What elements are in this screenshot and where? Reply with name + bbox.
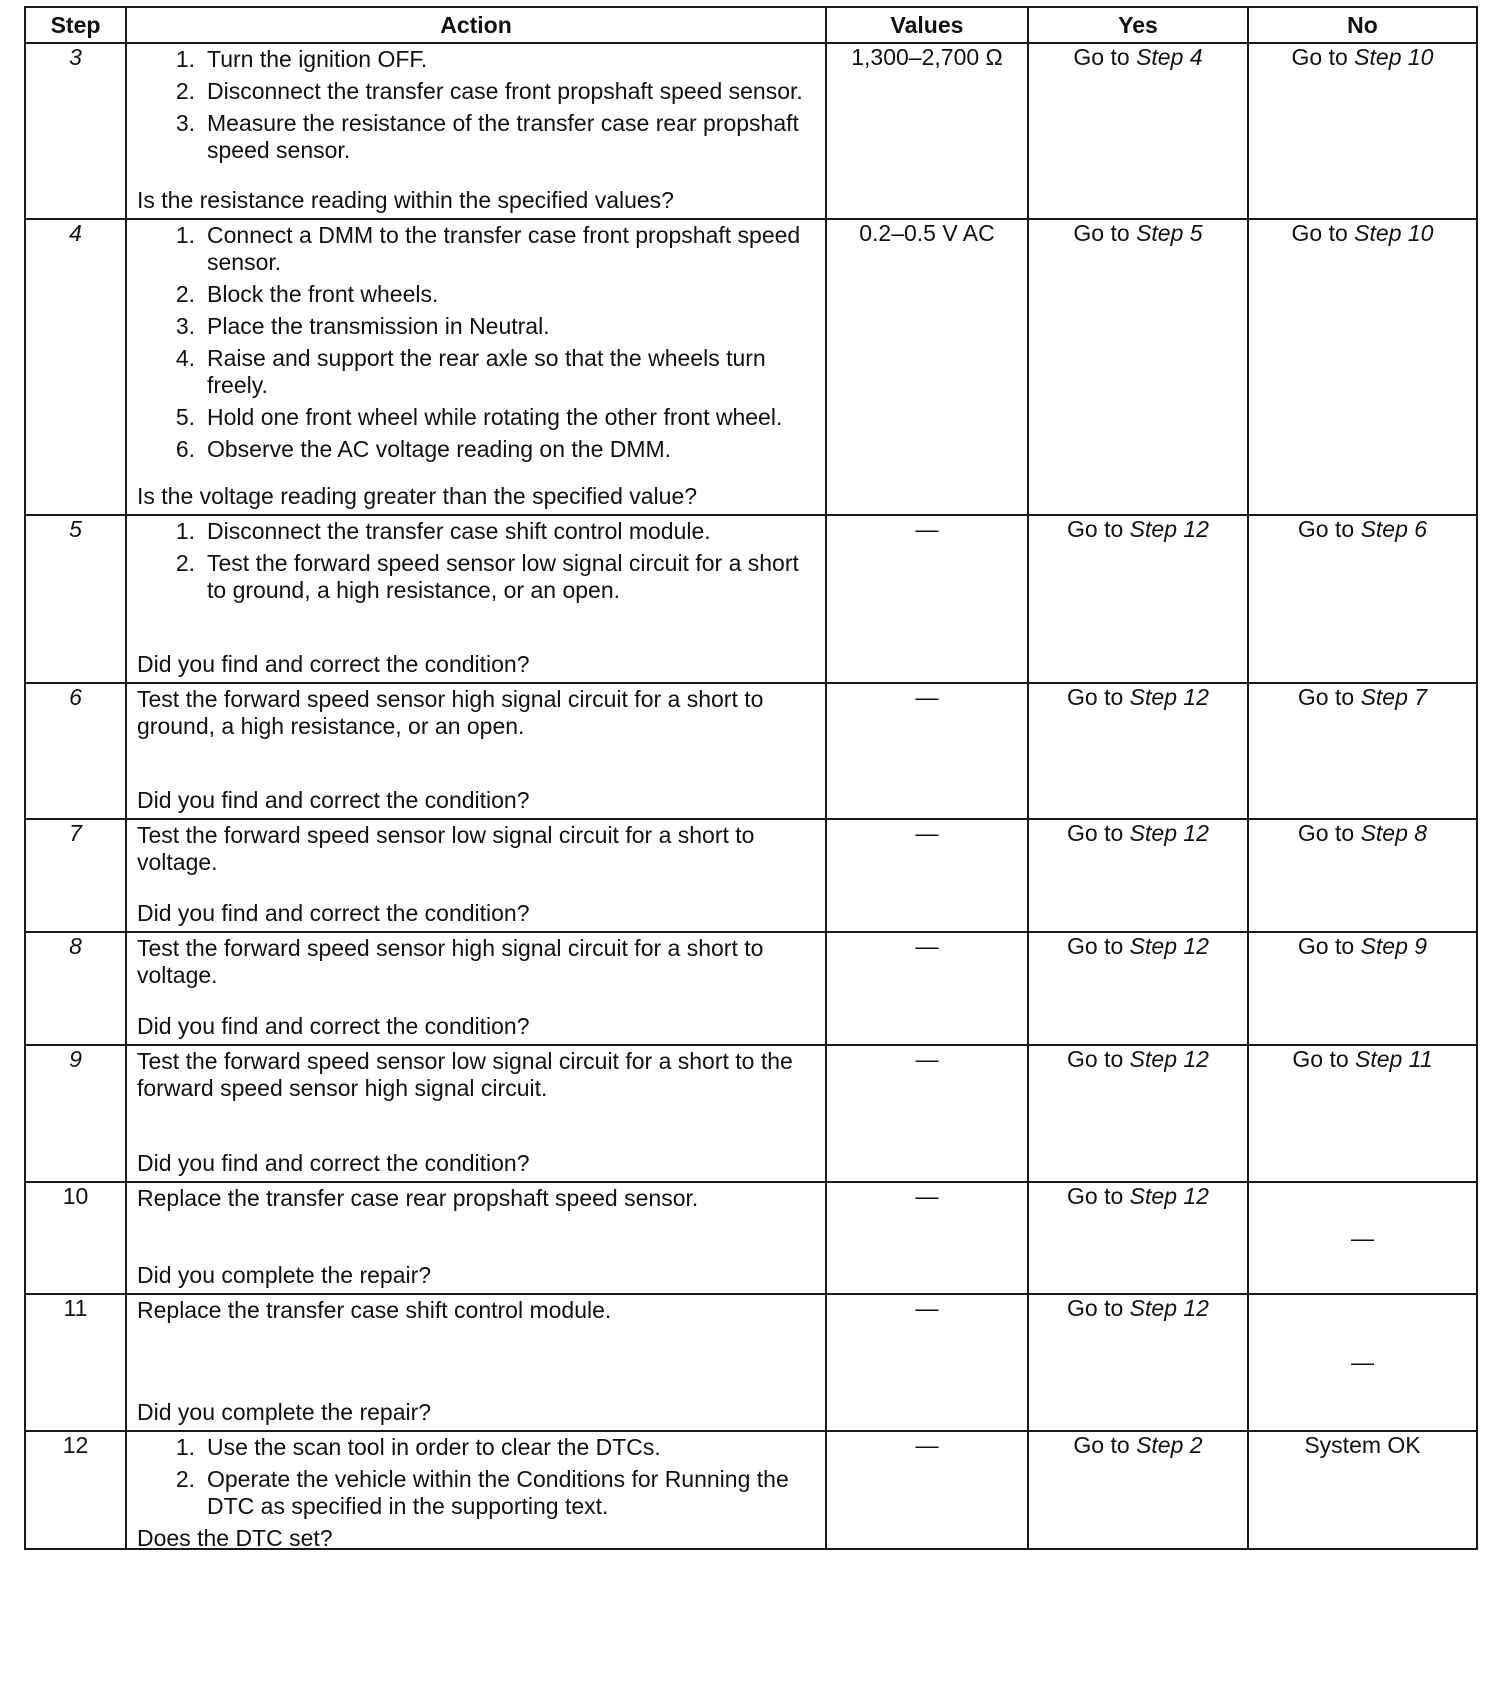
action-question: Does the DTC set?	[137, 1525, 333, 1551]
yes-goto-step-link: Step 12	[1129, 933, 1209, 959]
action-question: Did you find and correct the condition?	[137, 1013, 530, 1039]
action-cell	[126, 1294, 826, 1431]
action-cell	[126, 43, 826, 219]
list-item-text: Hold one front wheel while rotating the other front wheel.	[207, 404, 783, 430]
action-paragraph: Test the forward speed sensor high signal circuit for a short to voltage.	[137, 935, 764, 988]
yes-goto-step-link: Step 5	[1136, 220, 1203, 246]
list-item-text: Observe the AC voltage reading on the DMM.	[207, 436, 672, 462]
no-result-prefix: —	[1351, 1224, 1374, 1251]
action-cell	[126, 515, 826, 683]
header-action: Action	[126, 7, 826, 43]
action-paragraph: Replace the transfer case rear propshaft speed sensor.	[137, 1185, 699, 1211]
yes-result-cell	[1028, 515, 1248, 683]
step-number-text: 3	[69, 44, 82, 70]
action-cell	[126, 932, 826, 1045]
action-question: Did you complete the repair?	[137, 1262, 432, 1288]
table-row	[25, 1431, 1477, 1549]
value-cell: —	[826, 1294, 1028, 1431]
list-item	[137, 518, 817, 545]
list-item-number: 1.	[175, 222, 195, 248]
no-result-cell	[1248, 515, 1477, 683]
list-item-number: 1.	[175, 518, 195, 544]
step-number	[25, 219, 126, 515]
yes-result-prefix: Go to	[1067, 820, 1130, 846]
yes-result-cell	[1028, 932, 1248, 1045]
action-cell	[126, 219, 826, 515]
no-goto-step-link: Step 9	[1360, 933, 1428, 959]
no-result-cell	[1248, 43, 1477, 219]
list-item	[137, 436, 817, 463]
yes-result-prefix: Go to	[1073, 220, 1137, 246]
list-item	[137, 345, 817, 399]
yes-result-prefix: Go to	[1073, 44, 1137, 70]
step-number-text: 6	[69, 684, 82, 710]
step-number-text: 4	[69, 220, 82, 246]
step-number	[25, 515, 126, 683]
list-item-text: Use the scan tool in order to clear the DTCs.	[207, 1434, 661, 1460]
yes-result-cell	[1028, 683, 1248, 819]
list-item-text: Place the transmission in Neutral.	[207, 313, 550, 339]
value-cell: —	[826, 1431, 1028, 1549]
value-cell: 0.2–0.5 V AC	[826, 219, 1028, 515]
step-number-text: 5	[69, 516, 82, 542]
no-result-cell	[1248, 932, 1477, 1045]
list-item-number: 6.	[175, 436, 195, 462]
table-row	[25, 932, 1477, 1045]
value-cell: —	[826, 1182, 1028, 1294]
no-result-cell	[1248, 1182, 1477, 1294]
no-result-cell	[1248, 219, 1477, 515]
step-number	[25, 932, 126, 1045]
no-result-cell	[1248, 1294, 1477, 1431]
yes-goto-step-link: Step 12	[1129, 516, 1209, 542]
list-item	[137, 404, 817, 431]
list-item-number: 1.	[175, 46, 195, 72]
yes-goto-step-link: Step 12	[1129, 684, 1209, 710]
step-number	[25, 1182, 126, 1294]
no-goto-step-link: Step 11	[1355, 1046, 1433, 1072]
no-result-prefix: Go to	[1291, 44, 1355, 70]
value-cell: —	[826, 1045, 1028, 1182]
table-row	[25, 43, 1477, 219]
no-result-prefix: Go to	[1297, 820, 1361, 846]
list-item-text: Operate the vehicle within the Conditions for Running the DTC as specified in the supporting text.	[207, 1466, 789, 1519]
action-steps-list	[137, 1434, 817, 1520]
yes-result-cell	[1028, 819, 1248, 932]
list-item-text: Turn the ignition OFF.	[207, 46, 428, 72]
header-step: Step	[25, 7, 126, 43]
yes-result-cell	[1028, 43, 1248, 219]
yes-result-cell	[1028, 1182, 1248, 1294]
action-paragraph: Test the forward speed sensor high signal circuit for a short to ground, a high resistance, or an open.	[137, 686, 764, 739]
yes-goto-step-link: Step 2	[1136, 1432, 1203, 1458]
step-number-text: 9	[69, 1046, 82, 1072]
yes-result-prefix: Go to	[1067, 1183, 1130, 1209]
step-number-text: 7	[69, 820, 82, 846]
yes-goto-step-link: Step 4	[1136, 44, 1203, 70]
list-item-text: Disconnect the transfer case front propshaft speed sensor.	[207, 78, 803, 104]
table-row	[25, 1045, 1477, 1182]
list-item	[137, 78, 817, 105]
list-item-number: 5.	[175, 404, 195, 430]
action-question: Is the resistance reading within the specified values?	[137, 187, 674, 213]
yes-result-prefix: Go to	[1067, 933, 1130, 959]
list-item-number: 1.	[175, 1434, 195, 1460]
step-number	[25, 1431, 126, 1549]
step-number	[25, 819, 126, 932]
yes-result-prefix: Go to	[1067, 1295, 1130, 1321]
no-goto-step-link: Step 7	[1360, 684, 1428, 710]
yes-result-cell	[1028, 219, 1248, 515]
action-cell	[126, 1182, 826, 1294]
no-result-cell	[1248, 819, 1477, 932]
table-row	[25, 515, 1477, 683]
header-row	[25, 7, 1477, 43]
list-item	[137, 1434, 817, 1461]
table-row	[25, 1182, 1477, 1294]
diagnostic-table	[24, 6, 1478, 1550]
action-steps-list	[137, 518, 817, 604]
no-result-cell	[1248, 1045, 1477, 1182]
list-item-number: 3.	[175, 313, 195, 339]
list-item-text: Block the front wheels.	[207, 281, 439, 307]
action-question: Did you complete the repair?	[137, 1399, 432, 1425]
yes-goto-step-link: Step 12	[1129, 1183, 1209, 1209]
step-number	[25, 1045, 126, 1182]
action-question: Did you find and correct the condition?	[137, 1150, 530, 1176]
list-item-number: 3.	[175, 110, 195, 136]
list-item	[137, 550, 817, 604]
list-item-text: Measure the resistance of the transfer case rear propshaft speed sensor.	[207, 110, 799, 163]
action-paragraph: Test the forward speed sensor low signal circuit for a short to the forward speed sensor high signal circuit.	[137, 1048, 793, 1101]
yes-goto-step-link: Step 12	[1129, 820, 1209, 846]
list-item-number: 2.	[175, 550, 195, 576]
table-row	[25, 219, 1477, 515]
yes-result-cell	[1028, 1431, 1248, 1549]
list-item-number: 4.	[175, 345, 195, 371]
yes-goto-step-link: Step 12	[1129, 1295, 1209, 1321]
table-row	[25, 819, 1477, 932]
no-result-prefix: System OK	[1304, 1432, 1421, 1458]
table-row	[25, 1294, 1477, 1431]
action-steps-list	[137, 46, 817, 164]
no-goto-step-link: Step 6	[1360, 516, 1428, 542]
no-result-prefix: Go to	[1297, 684, 1361, 710]
value-cell: —	[826, 683, 1028, 819]
list-item-text: Test the forward speed sensor low signal circuit for a short to ground, a high resistance, or an open.	[207, 550, 799, 603]
yes-result-cell	[1028, 1045, 1248, 1182]
action-cell	[126, 683, 826, 819]
action-question: Did you find and correct the condition?	[137, 651, 530, 677]
no-result-prefix: Go to	[1292, 1046, 1356, 1072]
action-question: Did you find and correct the condition?	[137, 900, 530, 926]
value-cell: —	[826, 819, 1028, 932]
step-number-text: 11	[63, 1295, 88, 1321]
action-paragraph: Replace the transfer case shift control module.	[137, 1297, 612, 1323]
action-cell	[126, 1045, 826, 1182]
value-cell: —	[826, 932, 1028, 1045]
step-number-text: 8	[69, 933, 82, 959]
no-result-cell	[1248, 683, 1477, 819]
list-item-text: Raise and support the rear axle so that the wheels turn freely.	[207, 345, 766, 398]
header-yes: Yes	[1028, 7, 1248, 43]
yes-result-prefix: Go to	[1073, 1432, 1137, 1458]
list-item-text: Connect a DMM to the transfer case front propshaft speed sensor.	[207, 222, 801, 275]
list-item	[137, 1466, 817, 1520]
no-result-prefix: Go to	[1297, 933, 1361, 959]
yes-result-prefix: Go to	[1067, 516, 1130, 542]
list-item-text: Disconnect the transfer case shift control module.	[207, 518, 711, 544]
step-number-text: 10	[62, 1183, 89, 1209]
header-no: No	[1248, 7, 1477, 43]
value-cell: 1,300–2,700 Ω	[826, 43, 1028, 219]
step-number	[25, 683, 126, 819]
no-goto-step-link: Step 10	[1354, 220, 1434, 246]
no-result-prefix: —	[1351, 1349, 1374, 1375]
no-result-prefix: Go to	[1291, 220, 1355, 246]
no-goto-step-link: Step 8	[1360, 820, 1428, 846]
step-number	[25, 43, 126, 219]
yes-goto-step-link: Step 12	[1129, 1046, 1209, 1072]
list-item	[137, 313, 817, 340]
action-cell	[126, 1431, 826, 1549]
list-item-number: 2.	[175, 281, 195, 307]
action-cell	[126, 819, 826, 932]
yes-result-prefix: Go to	[1067, 1046, 1130, 1072]
header-values: Values	[826, 7, 1028, 43]
list-item	[137, 46, 817, 73]
no-result-cell	[1248, 1431, 1477, 1549]
action-paragraph: Test the forward speed sensor low signal circuit for a short to voltage.	[137, 822, 755, 875]
list-item	[137, 222, 817, 276]
yes-result-prefix: Go to	[1067, 684, 1130, 710]
no-result-prefix: Go to	[1297, 516, 1361, 542]
list-item-number: 2.	[175, 78, 195, 104]
yes-result-cell	[1028, 1294, 1248, 1431]
value-cell: —	[826, 515, 1028, 683]
step-number-text: 12	[62, 1432, 89, 1458]
step-number	[25, 1294, 126, 1431]
action-question: Did you find and correct the condition?	[137, 787, 530, 813]
list-item	[137, 281, 817, 308]
action-question: Is the voltage reading greater than the specified value?	[137, 483, 698, 509]
list-item	[137, 110, 817, 164]
action-steps-list	[137, 222, 817, 463]
table-row	[25, 683, 1477, 819]
list-item-number: 2.	[175, 1466, 195, 1492]
no-goto-step-link: Step 10	[1354, 44, 1434, 70]
